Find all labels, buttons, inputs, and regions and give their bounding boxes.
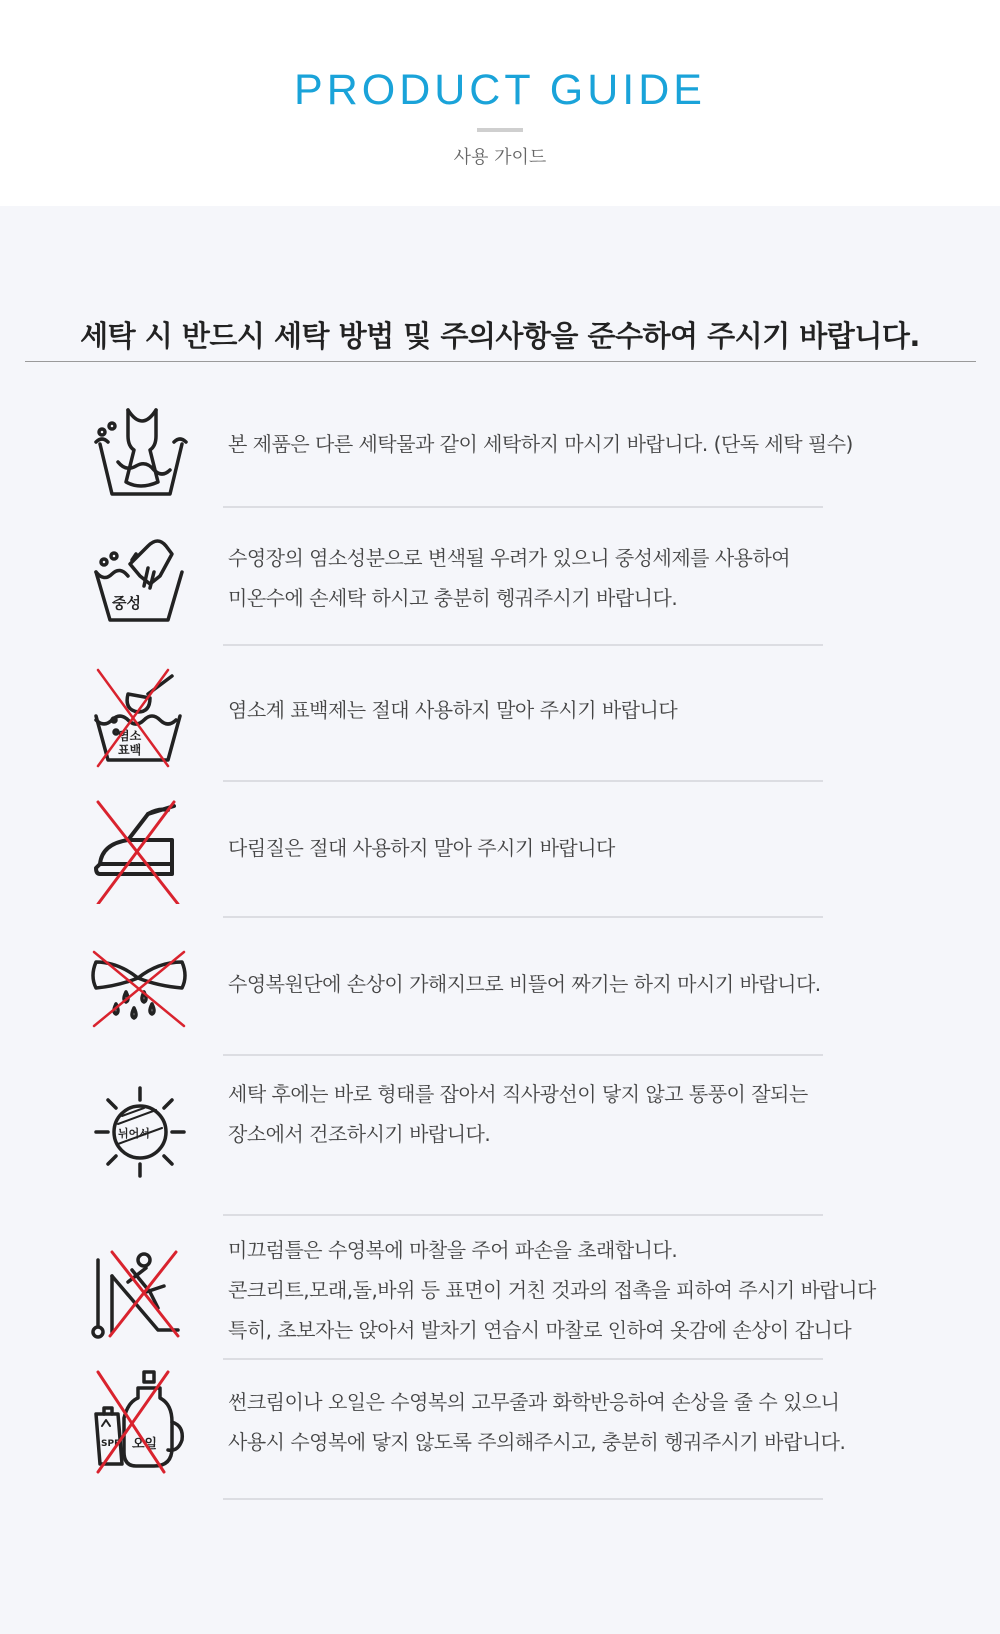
guide-text: 염소계 표백제는 절대 사용하지 말아 주시기 바랍니다 [228, 698, 678, 722]
no-sunscreen-oil-icon [88, 1368, 198, 1478]
no-wringing-icon [88, 932, 198, 1042]
guide-text: 썬크림이나 오일은 수영복의 고무줄과 화학반응하여 손상을 줄 수 있으니 사용시 수영복에 닿지 않도록 주의해주시고, 충분히 헹궈주시기 바랍니다. [228, 1390, 846, 1454]
svg-text:오일: 오일 [132, 1437, 158, 1452]
heading-divider [25, 361, 976, 362]
page-title: PRODUCT GUIDE [294, 66, 706, 114]
neutral-detergent-hand-wash-icon [88, 528, 198, 638]
guide-text: 본 제품은 다른 세탁물과 같이 세탁하지 마시기 바랍니다. (단독 세탁 필수) [228, 432, 853, 456]
dry-in-shade-icon [88, 1080, 198, 1190]
guide-text: 세탁 후에는 바로 형태를 잡아서 직사광선이 닿지 않고 통풍이 잘되는 장소에서 건조하시기 바랍니다. [228, 1082, 808, 1146]
guide-text: 수영복원단에 손상이 가해지므로 비뜰어 짜기는 하지 마시기 바랍니다. [228, 972, 821, 996]
guide-text: 다림질은 절대 사용하지 말아 주시기 바랍니다 [228, 836, 615, 860]
svg-text:표백: 표백 [118, 743, 142, 757]
guide-text: 미끄럼틀은 수영복에 마찰을 주어 파손을 초래합니다. 콘크리트,모래,돌,바위 등 표면이 거친 것과의 접촉을 피하여 주시기 바랍니다 특히, 초보자는 앉아서 발차기 연습시 마찰로 인하여 옷감에 손상이 갑니다 [228, 1238, 876, 1342]
hand-wash-swimsuit-icon [88, 402, 198, 512]
item-divider [223, 780, 823, 782]
svg-text:염소: 염소 [118, 729, 142, 743]
guide-heading: 세탁 시 반드시 세탁 방법 및 주의사항을 준수하여 주시기 바랍니다. [80, 319, 920, 353]
svg-text:SPF: SPF [101, 1439, 121, 1449]
item-divider [223, 1214, 823, 1216]
title-underline [477, 128, 523, 132]
svg-text:뉘어서: 뉘어서 [118, 1127, 150, 1140]
page-subtitle: 사용 가이드 [453, 147, 547, 168]
item-divider [223, 1054, 823, 1056]
item-divider [223, 916, 823, 918]
guide-content [0, 206, 1000, 1634]
no-chlorine-bleach-icon [88, 664, 198, 774]
item-divider [223, 644, 823, 646]
page-header [0, 0, 1000, 206]
item-divider [223, 506, 823, 508]
no-slide-icon [88, 1246, 198, 1356]
no-ironing-icon [88, 794, 198, 904]
svg-text:중성: 중성 [112, 594, 141, 612]
item-divider [223, 1358, 823, 1360]
item-divider [223, 1498, 823, 1500]
guide-text: 수영장의 염소성분으로 변색될 우려가 있으니 중성세제를 사용하여 미온수에 손세탁 하시고 충분히 헹궈주시기 바랍니다. [228, 546, 791, 610]
